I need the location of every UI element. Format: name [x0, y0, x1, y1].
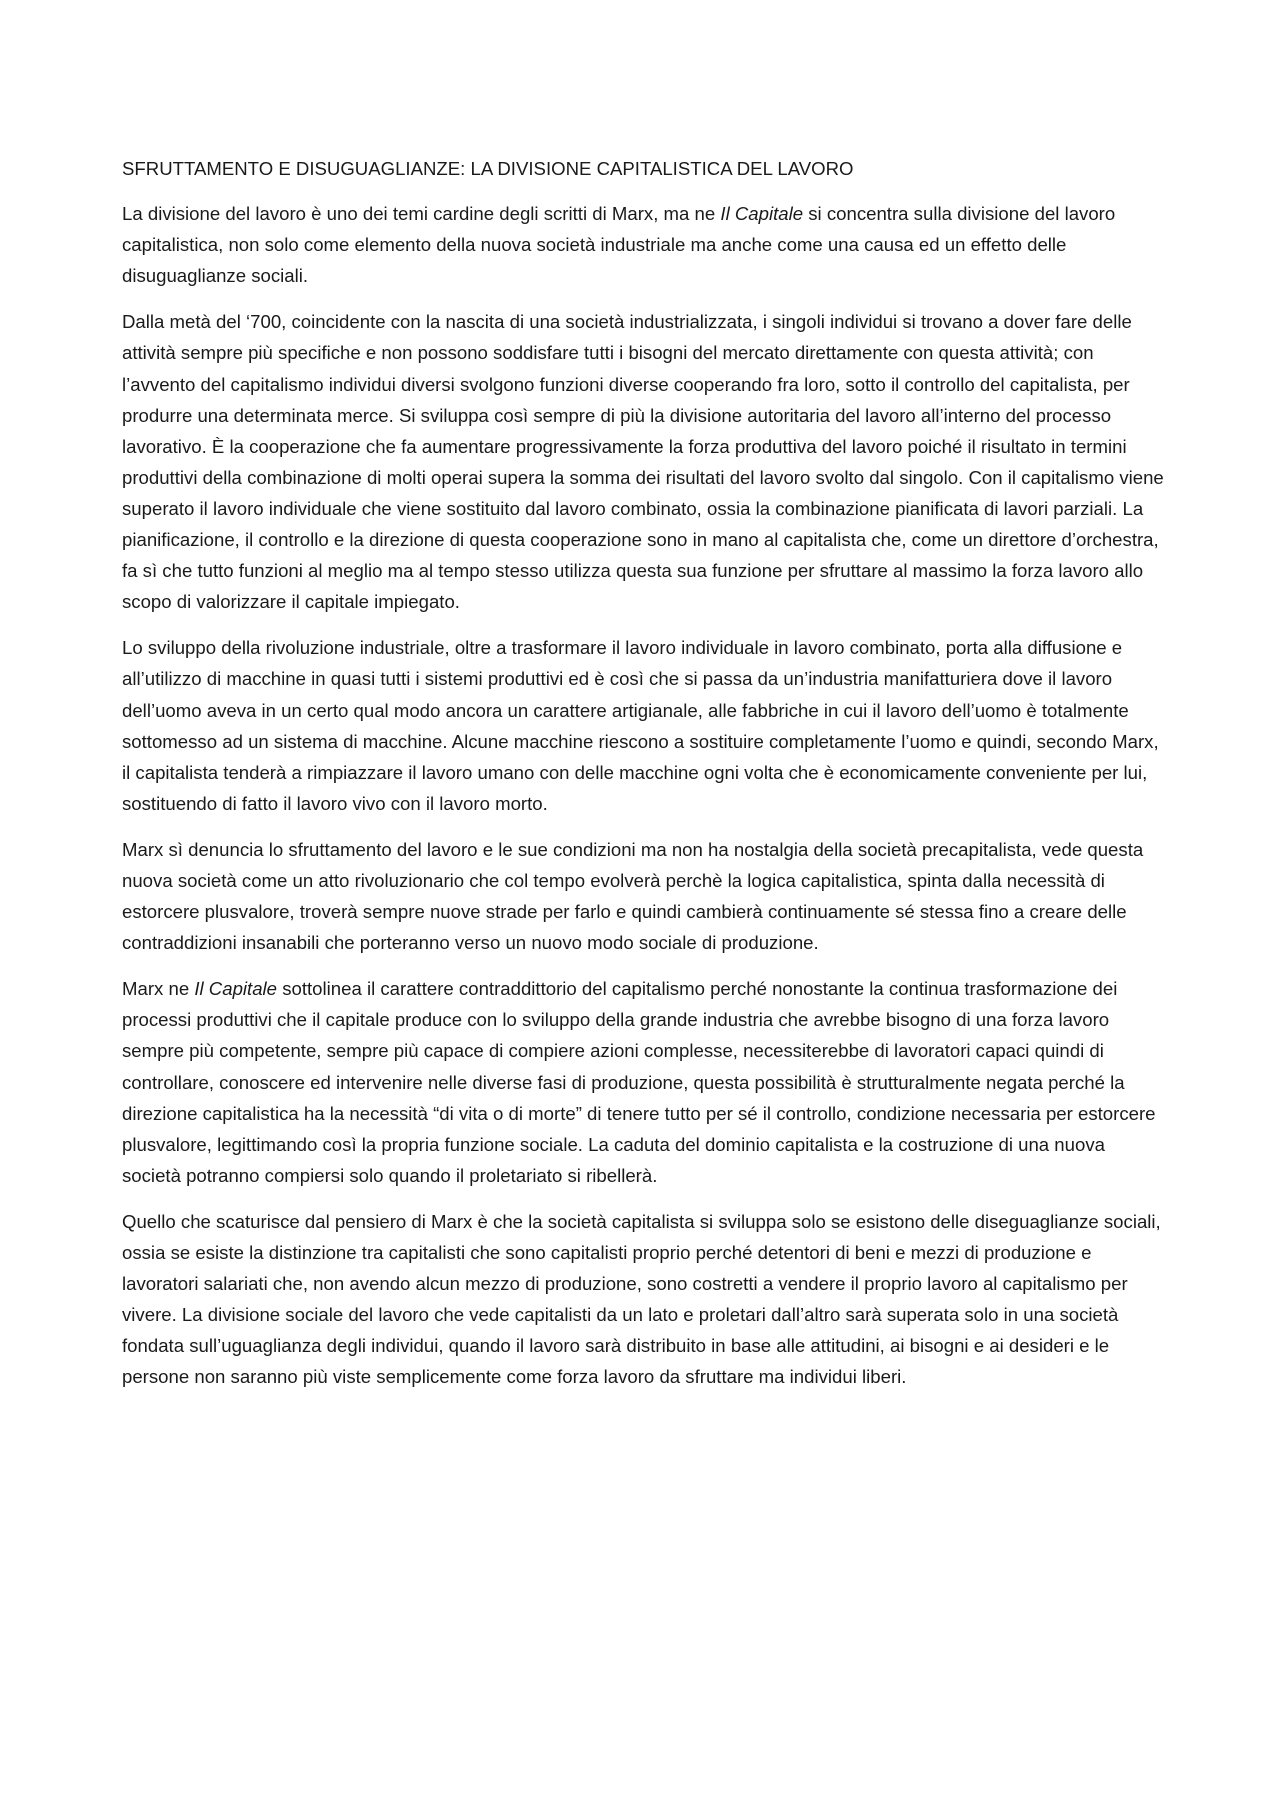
book-title-italic: Il Capitale [194, 978, 278, 1000]
paragraph-2: Dalla metà del ‘700, coincidente con la nascita di una società industrializzata, i singoli individui si trovano a dover fare delle attività sempre più specifiche e non possono soddisfare tutti i bisogni del mercato direttamente con questa attività; con l’avvento del capitalismo individui diversi svolgono funzioni diverse cooperando fra loro, sotto il controllo del capitalista, per produrre una determinata merce. Si sviluppa così sempre di più la divisione autoritaria del lavoro all’interno del processo lavorativo. È la cooperazione che fa aumentare progressivamente la forza produttiva del lavoro poiché il risultato in termini produttivi della combinazione di molti operai supera la somma dei risultati del lavoro svolto dal singolo. Con il capitalismo viene superato il lavoro individuale che viene sostituito dal lavoro combinato, ossia la combinazione pianificata di lavori parziali. La pianificazione, il controllo e la direzione di questa cooperazione sono in mano al capitalista che, come un direttore d’orchestra, fa sì che tutto funzioni al meglio ma al tempo stesso utilizza questa sua funzione per sfruttare al massimo la forza lavoro allo scopo di valorizzare il capitale impiegato. [122, 311, 1164, 613]
paragraph-3: Lo sviluppo della rivoluzione industriale, oltre a trasformare il lavoro individuale in lavoro combinato, porta alla diffusione e all’utilizzo di macchine in quasi tutti i sistemi produttivi ed è così che si passa da un’industria manifatturiera dove il lavoro dell’uomo aveva in un certo qual modo ancora un carattere artigianale, alle fabbriche in cui il lavoro dell’uomo è totalmente sottomesso ad un sistema di macchine. Alcune macchine riescono a sostituire completamente l’uomo e quindi, secondo Marx, il capitalista tenderà a rimpiazzare il lavoro umano con delle macchine ogni volta che è economicamente conveniente per lui, sostituendo di fatto il lavoro vivo con il lavoro morto. [122, 637, 1159, 814]
paragraph-5-text-a: Marx ne [122, 978, 195, 1000]
paragraph-5 [122, 973, 1168, 1191]
book-title-italic: Il Capitale [720, 203, 804, 225]
paragraph-4: Marx sì denuncia lo sfruttamento del lavoro e le sue condizioni ma non ha nostalgia della società precapitalista, vede questa nuova società come un atto rivoluzionario che col tempo evolverà perchè la logica capitalistica, spinta dalla necessità di estorcere plusvalore, troverà sempre nuove strade per farlo e quindi cambierà continuamente sé stessa fino a creare delle contraddizioni insanabili che porteranno verso un nuovo modo sociale di produzione. [122, 838, 1144, 954]
paragraph-6: Quello che scaturisce dal pensiero di Marx è che la società capitalista si sviluppa solo se esistono delle diseguaglianze sociali, ossia se esiste la distinzione tra capitalisti che sono capitalisti proprio perché detentori di beni e mezzi di produzione e lavoratori salariati che, non avendo alcun mezzo di produzione, sono costretti a vendere il proprio lavoro al capitalismo per vivere. La divisione sociale del lavoro che vede capitalisti da un lato e proletari dall’altro sarà superata solo in una società fondata sull’uguaglianza degli individui, quando il lavoro sarà distribuito in base alle attitudini, ai bisogni e ai desideri e le persone non saranno più viste semplicemente come forza lavoro da sfruttare ma individui liberi. [122, 1210, 1161, 1388]
document-title: SFRUTTAMENTO E DISUGUAGLIANZE: LA DIVISIONE CAPITALISTICA DEL LAVORO [122, 158, 854, 179]
paragraph-5-text-b: sottolinea il carattere contraddittorio del capitalismo perché nonostante la continua trasformazione dei processi produttivi che il capitale produce con lo sviluppo della grande industria che avrebbe bisogno di una forza lavoro sempre più competente, sempre più capace di compiere azioni complesse, necessiterebbe di lavoratori capaci quindi di controllare, conoscere ed intervenire nelle diverse fasi di produzione, questa possibilità è strutturalmente negata perché la direzione capitalistica ha la necessità “di vita o di morte” di tenere tutto per sé il controllo, condizione necessaria per estorcere plusvalore, legittimando così la propria funzione sociale. La caduta del dominio capitalista e la costruzione di una nuova società potranno compiersi solo quando il proletariato si ribellerà. [122, 978, 1156, 1186]
paragraph-1-text-a: La divisione del lavoro è uno dei temi cardine degli scritti di Marx, ma ne [122, 203, 721, 225]
paragraph-1-text-b: si concentra sulla divisione del lavoro capitalistica, non solo come elemento della nuova società industriale ma anche come una causa ed un effetto delle disuguaglianze sociali. [122, 203, 1116, 287]
document-body [122, 153, 1168, 1407]
paragraph-1 [122, 198, 1168, 291]
